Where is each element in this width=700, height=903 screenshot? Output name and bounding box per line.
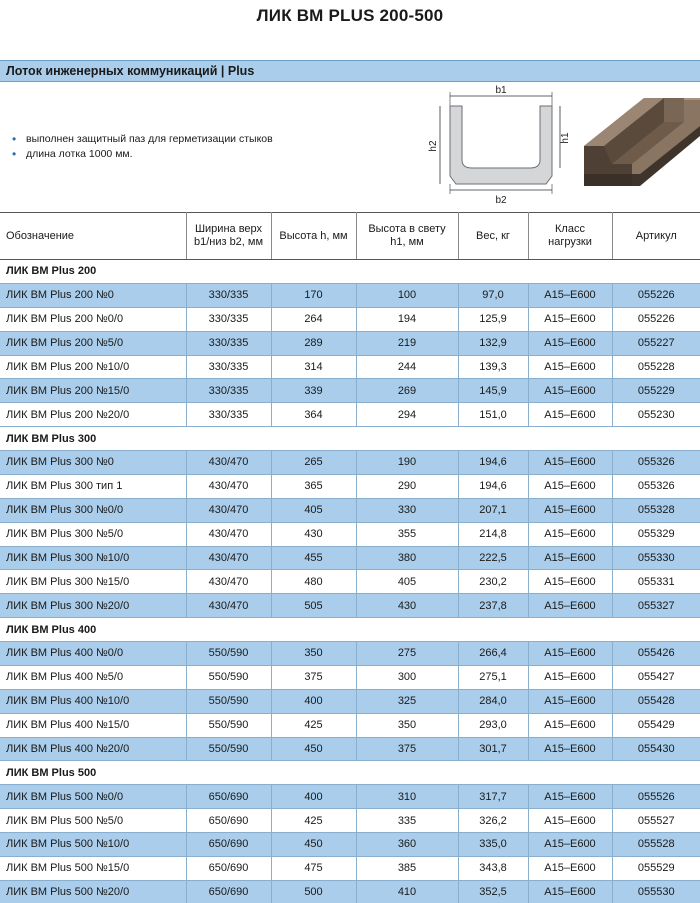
row-name-cell: ЛИК BM Plus 500 №0/0 [0, 785, 186, 809]
row-name-cell: ЛИК BM Plus 200 №5/0 [0, 331, 186, 355]
row-weight-cell: 335,0 [458, 833, 528, 857]
row-name-cell: ЛИК BM Plus 200 №0 [0, 283, 186, 307]
row-load-class-cell: A15–E600 [528, 856, 612, 880]
col-load-class-header: Класс нагрузки [528, 213, 612, 260]
row-weight-cell: 266,4 [458, 642, 528, 666]
group-header-row [0, 761, 700, 785]
row-weight-cell: 194,6 [458, 451, 528, 475]
row-clear-height-cell: 405 [356, 570, 458, 594]
row-article-cell: 055327 [612, 594, 700, 618]
row-load-class-cell: A15–E600 [528, 522, 612, 546]
row-weight-cell: 275,1 [458, 665, 528, 689]
row-name-cell: ЛИК BM Plus 400 №5/0 [0, 665, 186, 689]
row-clear-height-cell: 330 [356, 498, 458, 522]
row-height-cell: 364 [271, 403, 356, 427]
row-height-cell: 365 [271, 474, 356, 498]
row-load-class-cell: A15–E600 [528, 880, 612, 903]
row-article-cell: 055329 [612, 522, 700, 546]
row-name-cell: ЛИК BM Plus 300 №0/0 [0, 498, 186, 522]
row-height-cell: 170 [271, 283, 356, 307]
row-height-cell: 425 [271, 713, 356, 737]
row-width-cell: 650/690 [186, 833, 271, 857]
row-height-cell: 430 [271, 522, 356, 546]
table-row [0, 809, 700, 833]
group-header-row [0, 260, 700, 284]
table-row [0, 833, 700, 857]
row-clear-height-cell: 350 [356, 713, 458, 737]
row-clear-height-cell: 269 [356, 379, 458, 403]
row-load-class-cell: A15–E600 [528, 665, 612, 689]
row-height-cell: 500 [271, 880, 356, 903]
row-clear-height-cell: 410 [356, 880, 458, 903]
col-height-header: Высота h, мм [271, 213, 356, 260]
row-width-cell: 550/590 [186, 737, 271, 761]
row-clear-height-cell: 219 [356, 331, 458, 355]
row-load-class-cell: A15–E600 [528, 474, 612, 498]
row-name-cell: ЛИК BM Plus 300 тип 1 [0, 474, 186, 498]
row-weight-cell: 207,1 [458, 498, 528, 522]
col-name-header: Обозначение [0, 213, 186, 260]
table-row [0, 665, 700, 689]
row-name-cell: ЛИК BM Plus 200 №0/0 [0, 307, 186, 331]
row-article-cell: 055326 [612, 474, 700, 498]
row-load-class-cell: A15–E600 [528, 307, 612, 331]
row-clear-height-cell: 244 [356, 355, 458, 379]
table-row [0, 451, 700, 475]
row-clear-height-cell: 100 [356, 283, 458, 307]
table-row [0, 713, 700, 737]
row-weight-cell: 125,9 [458, 307, 528, 331]
row-height-cell: 264 [271, 307, 356, 331]
row-weight-cell: 139,3 [458, 355, 528, 379]
row-article-cell: 055328 [612, 498, 700, 522]
row-clear-height-cell: 294 [356, 403, 458, 427]
row-weight-cell: 237,8 [458, 594, 528, 618]
row-load-class-cell: A15–E600 [528, 546, 612, 570]
row-width-cell: 330/335 [186, 331, 271, 355]
row-height-cell: 339 [271, 379, 356, 403]
row-load-class-cell: A15–E600 [528, 737, 612, 761]
row-clear-height-cell: 310 [356, 785, 458, 809]
table-row [0, 737, 700, 761]
row-weight-cell: 343,8 [458, 856, 528, 880]
feature-list [12, 132, 273, 162]
col-clear-height-header: Высота в свету h1, мм [356, 213, 458, 260]
row-article-cell: 055430 [612, 737, 700, 761]
row-load-class-cell: A15–E600 [528, 833, 612, 857]
row-height-cell: 450 [271, 833, 356, 857]
row-article-cell: 055528 [612, 833, 700, 857]
row-width-cell: 330/335 [186, 355, 271, 379]
row-width-cell: 650/690 [186, 785, 271, 809]
row-article-cell: 055428 [612, 689, 700, 713]
table-row [0, 856, 700, 880]
table-row [0, 283, 700, 307]
row-weight-cell: 97,0 [458, 283, 528, 307]
row-clear-height-cell: 275 [356, 642, 458, 666]
table-row [0, 570, 700, 594]
row-name-cell: ЛИК BM Plus 400 №15/0 [0, 713, 186, 737]
row-article-cell: 055331 [612, 570, 700, 594]
group-header-row [0, 618, 700, 642]
row-article-cell: 055530 [612, 880, 700, 903]
row-article-cell: 055229 [612, 379, 700, 403]
row-load-class-cell: A15–E600 [528, 331, 612, 355]
row-load-class-cell: A15–E600 [528, 689, 612, 713]
row-clear-height-cell: 360 [356, 833, 458, 857]
table-row [0, 355, 700, 379]
row-width-cell: 430/470 [186, 546, 271, 570]
table-row [0, 307, 700, 331]
table-row [0, 880, 700, 903]
row-clear-height-cell: 375 [356, 737, 458, 761]
row-height-cell: 475 [271, 856, 356, 880]
col-weight-header: Вес, кг [458, 213, 528, 260]
row-name-cell: ЛИК BM Plus 400 №10/0 [0, 689, 186, 713]
row-clear-height-cell: 300 [356, 665, 458, 689]
feature-item: • длина лотка 1000 мм. [12, 147, 273, 162]
channel-cross-section-diagram [428, 84, 574, 206]
row-load-class-cell: A15–E600 [528, 403, 612, 427]
row-weight-cell: 301,7 [458, 737, 528, 761]
row-name-cell: ЛИК BM Plus 400 №20/0 [0, 737, 186, 761]
col-width-header: Ширина верх b1/низ b2, мм [186, 213, 271, 260]
row-width-cell: 430/470 [186, 474, 271, 498]
row-clear-height-cell: 325 [356, 689, 458, 713]
dim-h2-label: h2 [428, 140, 439, 152]
row-name-cell: ЛИК BM Plus 300 №0 [0, 451, 186, 475]
row-load-class-cell: A15–E600 [528, 451, 612, 475]
row-weight-cell: 326,2 [458, 809, 528, 833]
row-article-cell: 055226 [612, 283, 700, 307]
page-title: ЛИК BM PLUS 200-500 [256, 6, 444, 25]
dim-h1-label: h1 [560, 132, 571, 144]
row-article-cell: 055227 [612, 331, 700, 355]
row-width-cell: 430/470 [186, 570, 271, 594]
row-load-class-cell: A15–E600 [528, 498, 612, 522]
row-name-cell: ЛИК BM Plus 500 №15/0 [0, 856, 186, 880]
table-row [0, 594, 700, 618]
row-height-cell: 314 [271, 355, 356, 379]
feature-item: • выполнен защитный паз для герметизации стыков [12, 132, 273, 147]
table-row [0, 546, 700, 570]
row-weight-cell: 145,9 [458, 379, 528, 403]
row-width-cell: 330/335 [186, 379, 271, 403]
row-clear-height-cell: 355 [356, 522, 458, 546]
row-width-cell: 330/335 [186, 283, 271, 307]
row-article-cell: 055330 [612, 546, 700, 570]
table-row [0, 379, 700, 403]
row-article-cell: 055226 [612, 307, 700, 331]
row-article-cell: 055228 [612, 355, 700, 379]
row-load-class-cell: A15–E600 [528, 594, 612, 618]
row-width-cell: 550/590 [186, 689, 271, 713]
row-height-cell: 425 [271, 809, 356, 833]
row-width-cell: 550/590 [186, 713, 271, 737]
row-clear-height-cell: 290 [356, 474, 458, 498]
row-height-cell: 400 [271, 689, 356, 713]
channel-product-image [580, 86, 700, 206]
row-clear-height-cell: 380 [356, 546, 458, 570]
row-article-cell: 055526 [612, 785, 700, 809]
row-load-class-cell: A15–E600 [528, 379, 612, 403]
row-name-cell: ЛИК BM Plus 300 №15/0 [0, 570, 186, 594]
table-header-row [0, 213, 700, 260]
row-weight-cell: 194,6 [458, 474, 528, 498]
row-article-cell: 055429 [612, 713, 700, 737]
row-name-cell: ЛИК BM Plus 400 №0/0 [0, 642, 186, 666]
specs-table [0, 212, 700, 903]
row-weight-cell: 352,5 [458, 880, 528, 903]
row-load-class-cell: A15–E600 [528, 642, 612, 666]
row-name-cell: ЛИК BM Plus 500 №20/0 [0, 880, 186, 903]
row-name-cell: ЛИК BM Plus 200 №10/0 [0, 355, 186, 379]
row-height-cell: 450 [271, 737, 356, 761]
row-article-cell: 055527 [612, 809, 700, 833]
row-height-cell: 505 [271, 594, 356, 618]
row-width-cell: 430/470 [186, 498, 271, 522]
row-height-cell: 455 [271, 546, 356, 570]
row-height-cell: 400 [271, 785, 356, 809]
row-load-class-cell: A15–E600 [528, 570, 612, 594]
row-name-cell: ЛИК BM Plus 200 №15/0 [0, 379, 186, 403]
row-height-cell: 480 [271, 570, 356, 594]
table-row [0, 689, 700, 713]
row-clear-height-cell: 385 [356, 856, 458, 880]
table-row [0, 785, 700, 809]
row-name-cell: ЛИК BM Plus 300 №5/0 [0, 522, 186, 546]
row-weight-cell: 284,0 [458, 689, 528, 713]
row-name-cell: ЛИК BM Plus 200 №20/0 [0, 403, 186, 427]
row-width-cell: 330/335 [186, 403, 271, 427]
row-clear-height-cell: 194 [356, 307, 458, 331]
group-header-row [0, 427, 700, 451]
row-name-cell: ЛИК BM Plus 300 №20/0 [0, 594, 186, 618]
row-clear-height-cell: 190 [356, 451, 458, 475]
group-title: ЛИК BM Plus 500 [0, 761, 700, 785]
group-title: ЛИК BM Plus 200 [0, 260, 700, 284]
row-article-cell: 055529 [612, 856, 700, 880]
row-height-cell: 375 [271, 665, 356, 689]
col-article-header: Артикул [612, 213, 700, 260]
row-width-cell: 330/335 [186, 307, 271, 331]
row-weight-cell: 230,2 [458, 570, 528, 594]
row-load-class-cell: A15–E600 [528, 809, 612, 833]
table-row [0, 403, 700, 427]
row-height-cell: 405 [271, 498, 356, 522]
row-height-cell: 350 [271, 642, 356, 666]
row-weight-cell: 222,5 [458, 546, 528, 570]
row-clear-height-cell: 430 [356, 594, 458, 618]
row-article-cell: 055326 [612, 451, 700, 475]
row-name-cell: ЛИК BM Plus 500 №5/0 [0, 809, 186, 833]
row-clear-height-cell: 335 [356, 809, 458, 833]
row-weight-cell: 132,9 [458, 331, 528, 355]
dim-b2-label: b2 [495, 195, 507, 206]
row-article-cell: 055427 [612, 665, 700, 689]
row-width-cell: 650/690 [186, 809, 271, 833]
row-load-class-cell: A15–E600 [528, 713, 612, 737]
row-name-cell: ЛИК BM Plus 300 №10/0 [0, 546, 186, 570]
row-weight-cell: 151,0 [458, 403, 528, 427]
group-title: ЛИК BM Plus 400 [0, 618, 700, 642]
dim-b1-label: b1 [495, 85, 507, 96]
row-height-cell: 265 [271, 451, 356, 475]
table-row [0, 331, 700, 355]
table-row [0, 474, 700, 498]
row-load-class-cell: A15–E600 [528, 283, 612, 307]
row-width-cell: 430/470 [186, 594, 271, 618]
row-load-class-cell: A15–E600 [528, 355, 612, 379]
table-row [0, 498, 700, 522]
section-subtitle: Лоток инженерных коммуникаций | Plus [0, 60, 700, 82]
row-width-cell: 650/690 [186, 880, 271, 903]
row-load-class-cell: A15–E600 [528, 785, 612, 809]
table-row [0, 642, 700, 666]
table-row [0, 522, 700, 546]
row-weight-cell: 317,7 [458, 785, 528, 809]
row-width-cell: 430/470 [186, 522, 271, 546]
row-width-cell: 550/590 [186, 642, 271, 666]
row-article-cell: 055230 [612, 403, 700, 427]
row-height-cell: 289 [271, 331, 356, 355]
row-width-cell: 550/590 [186, 665, 271, 689]
row-name-cell: ЛИК BM Plus 500 №10/0 [0, 833, 186, 857]
row-weight-cell: 293,0 [458, 713, 528, 737]
row-width-cell: 650/690 [186, 856, 271, 880]
row-width-cell: 430/470 [186, 451, 271, 475]
group-title: ЛИК BM Plus 300 [0, 427, 700, 451]
row-article-cell: 055426 [612, 642, 700, 666]
row-weight-cell: 214,8 [458, 522, 528, 546]
